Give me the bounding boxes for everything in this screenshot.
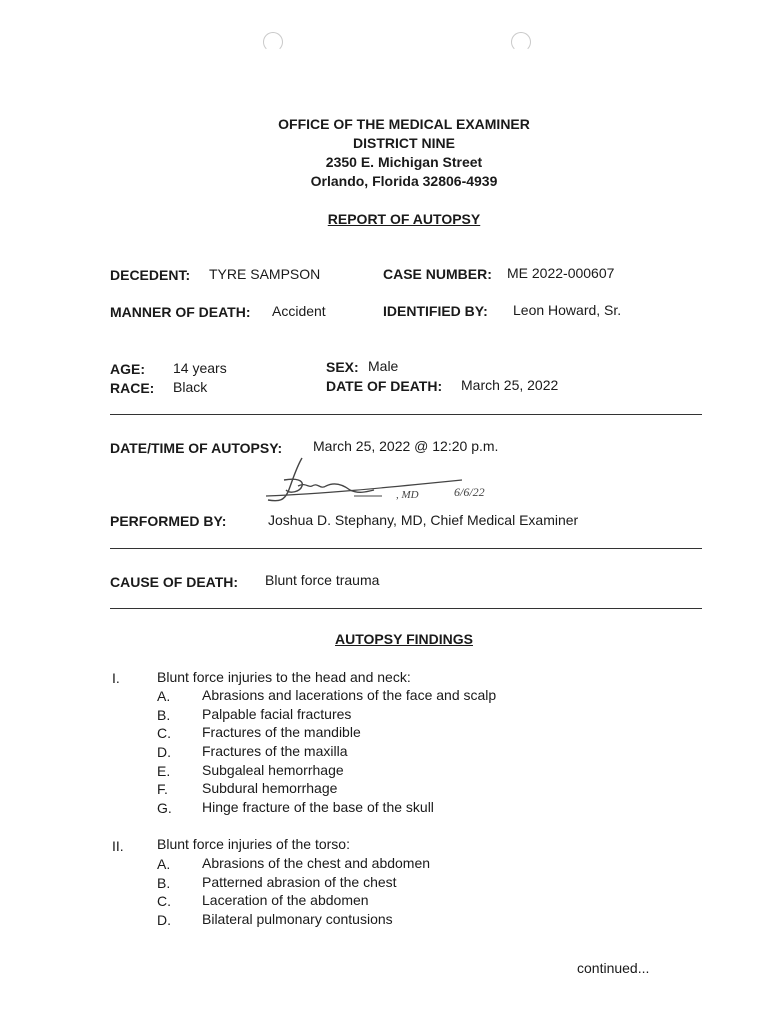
date-of-death-label: DATE OF DEATH: (326, 378, 443, 394)
date-of-death-value: March 25, 2022 (461, 377, 559, 393)
section-numeral: II. (112, 838, 124, 854)
finding-letter: G. (157, 800, 172, 816)
divider-rule (110, 548, 702, 549)
finding-letter: C. (157, 725, 171, 741)
signature-image (262, 456, 522, 510)
finding-letter: A. (157, 688, 171, 704)
autopsy-datetime-label: DATE/TIME OF AUTOPSY: (110, 440, 283, 456)
punch-hole-left (263, 32, 283, 52)
autopsy-datetime-value: March 25, 2022 @ 12:20 p.m. (313, 438, 499, 454)
office-heading: OFFICE OF THE MEDICAL EXAMINER (278, 116, 530, 132)
decedent-value: TYRE SAMPSON (209, 266, 321, 282)
finding-text: Subdural hemorrhage (202, 780, 338, 796)
divider-rule (110, 608, 702, 609)
continued-note: continued... (577, 960, 650, 976)
cause-of-death-label: CAUSE OF DEATH: (110, 574, 239, 590)
section-heading: Blunt force injuries to the head and neck: (157, 669, 411, 685)
manner-of-death-value: Accident (272, 303, 326, 319)
signature-md: , MD (396, 489, 419, 501)
district-heading: DISTRICT NINE (353, 135, 455, 151)
race-label: RACE: (110, 380, 155, 396)
case-number-value: ME 2022-000607 (507, 265, 615, 281)
divider-rule (110, 414, 702, 415)
punch-hole-right (511, 32, 531, 52)
finding-text: Abrasions of the chest and abdomen (202, 855, 431, 871)
finding-letter: D. (157, 744, 171, 760)
finding-text: Subgaleal hemorrhage (202, 762, 344, 778)
sex-label: SEX: (326, 359, 359, 375)
finding-text: Laceration of the abdomen (202, 892, 369, 908)
finding-letter: B. (157, 707, 171, 723)
report-title: REPORT OF AUTOPSY (327, 211, 481, 227)
finding-text: Hinge fracture of the base of the skull (202, 799, 434, 815)
finding-letter: C. (157, 893, 171, 909)
section-heading: Blunt force injuries of the torso: (157, 836, 350, 852)
age-value: 14 years (173, 360, 227, 376)
race-value: Black (173, 379, 208, 395)
finding-text: Bilateral pulmonary contusions (202, 911, 393, 927)
autopsy-findings-title: AUTOPSY FINDINGS (335, 631, 473, 647)
signature-date: 6/6/22 (454, 485, 485, 499)
finding-letter: A. (157, 856, 171, 872)
city-address: Orlando, Florida 32806-4939 (310, 173, 498, 189)
finding-text: Abrasions and lacerations of the face and scalp (202, 687, 497, 703)
finding-text: Palpable facial fractures (202, 706, 352, 722)
performed-by-value: Joshua D. Stephany, MD, Chief Medical Examiner (268, 512, 579, 528)
finding-letter: F. (157, 781, 168, 797)
finding-text: Fractures of the maxilla (202, 743, 348, 759)
sex-value: Male (368, 358, 399, 374)
case-number-label: CASE NUMBER: (383, 266, 492, 282)
finding-text: Patterned abrasion of the chest (202, 874, 397, 890)
finding-letter: D. (157, 912, 171, 928)
finding-letter: B. (157, 875, 171, 891)
cause-of-death-value: Blunt force trauma (265, 572, 380, 588)
identified-by-value: Leon Howard, Sr. (513, 302, 622, 318)
street-address: 2350 E. Michigan Street (325, 154, 483, 170)
manner-of-death-label: MANNER OF DEATH: (110, 304, 251, 320)
finding-text: Fractures of the mandible (202, 724, 361, 740)
age-label: AGE: (110, 361, 145, 377)
section-numeral: I. (112, 670, 120, 686)
identified-by-label: IDENTIFIED BY: (383, 303, 488, 319)
decedent-label: DECEDENT: (110, 267, 191, 283)
performed-by-label: PERFORMED BY: (110, 513, 227, 529)
finding-letter: E. (157, 763, 171, 779)
